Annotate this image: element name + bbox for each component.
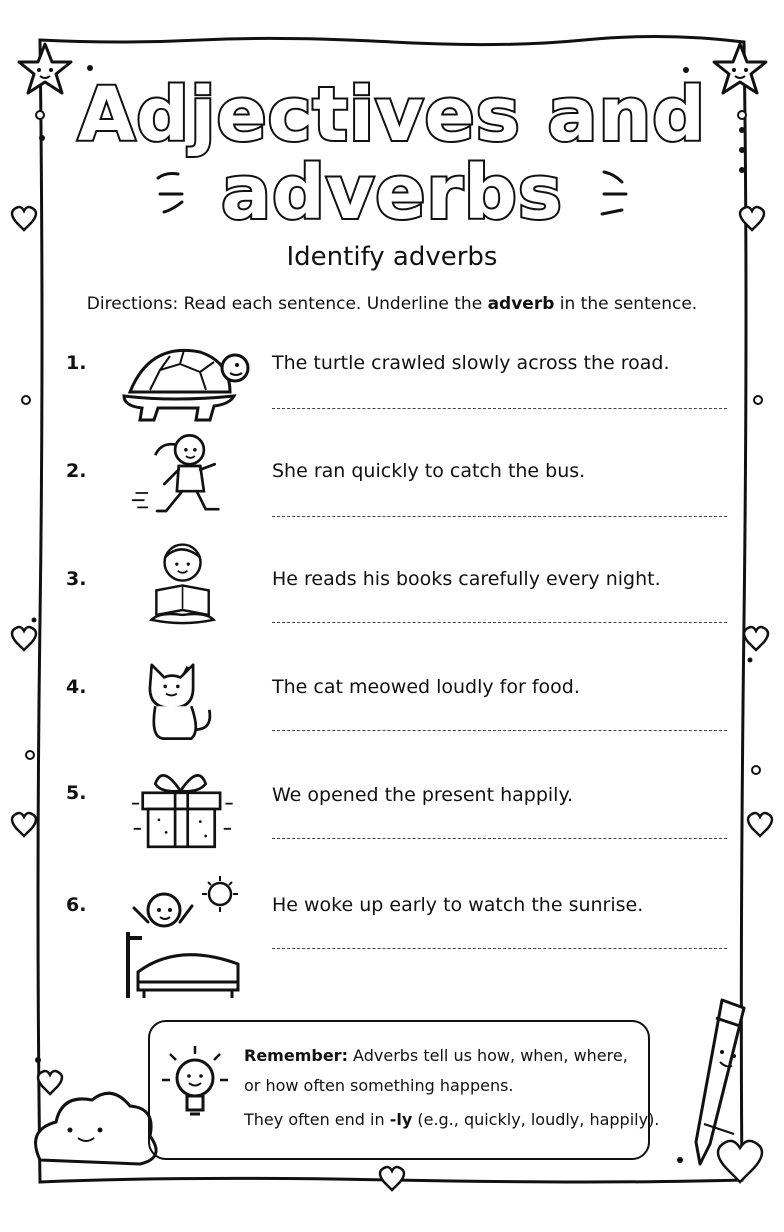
answer-line[interactable] <box>272 838 727 839</box>
item-sentence: She ran quickly to catch the bus. <box>272 460 586 482</box>
item-number: 5. <box>66 782 87 804</box>
heart-icon <box>12 813 36 836</box>
directions-text: in the sentence. <box>554 294 698 314</box>
remember-text: or how often something happens. <box>244 1076 514 1095</box>
page-title-line2: adverbs <box>221 150 563 236</box>
item-number: 1. <box>66 352 87 374</box>
heart-icon <box>744 627 768 650</box>
pencil-icon <box>696 1000 744 1164</box>
answer-line[interactable] <box>272 948 727 949</box>
page-title-line1: Adjectives and <box>77 72 707 158</box>
directions <box>0 294 784 314</box>
remember-label: Remember: <box>244 1046 348 1065</box>
item-number: 4. <box>66 676 87 698</box>
answer-line[interactable] <box>272 730 727 731</box>
heart-icon <box>748 813 772 836</box>
running-girl-icon <box>120 430 250 520</box>
answer-line[interactable] <box>272 408 727 409</box>
remember-text: Adverbs tell us how, when, where, <box>347 1046 628 1065</box>
item-sentence: He woke up early to watch the sunrise. <box>272 894 644 916</box>
gift-icon <box>120 764 250 854</box>
item-number: 6. <box>66 894 87 916</box>
boy-reading-icon <box>120 538 250 628</box>
answer-line[interactable] <box>272 516 727 517</box>
heart-icon <box>718 1141 762 1182</box>
heart-icon <box>38 1071 62 1094</box>
directions-bold: adverb <box>487 294 555 314</box>
remember-text: (e.g., quickly, loudly, happily). <box>412 1110 660 1129</box>
heart-icon <box>380 1167 404 1190</box>
remember-text: They often end in <box>244 1110 390 1129</box>
directions-text: Directions: Read each sentence. Underline the <box>86 294 488 314</box>
item-sentence: The turtle crawled slowly across the road. <box>272 352 670 374</box>
cat-icon <box>120 654 250 744</box>
item-number: 2. <box>66 460 87 482</box>
item-number: 3. <box>66 568 87 590</box>
worksheet-subtitle: Identify adverbs <box>286 242 498 272</box>
turtle-icon <box>120 340 250 430</box>
boy-in-bed-icon <box>120 872 250 1000</box>
item-sentence: He reads his books carefully every night. <box>272 568 661 590</box>
item-sentence: We opened the present happily. <box>272 784 574 806</box>
cloud-icon <box>36 1093 157 1164</box>
lightbulb-icon <box>160 1040 230 1130</box>
remember-box <box>148 1020 660 1160</box>
item-sentence: The cat meowed loudly for food. <box>272 676 580 698</box>
answer-line[interactable] <box>272 622 727 623</box>
remember-bold: -ly <box>389 1110 413 1129</box>
heart-icon <box>12 627 36 650</box>
